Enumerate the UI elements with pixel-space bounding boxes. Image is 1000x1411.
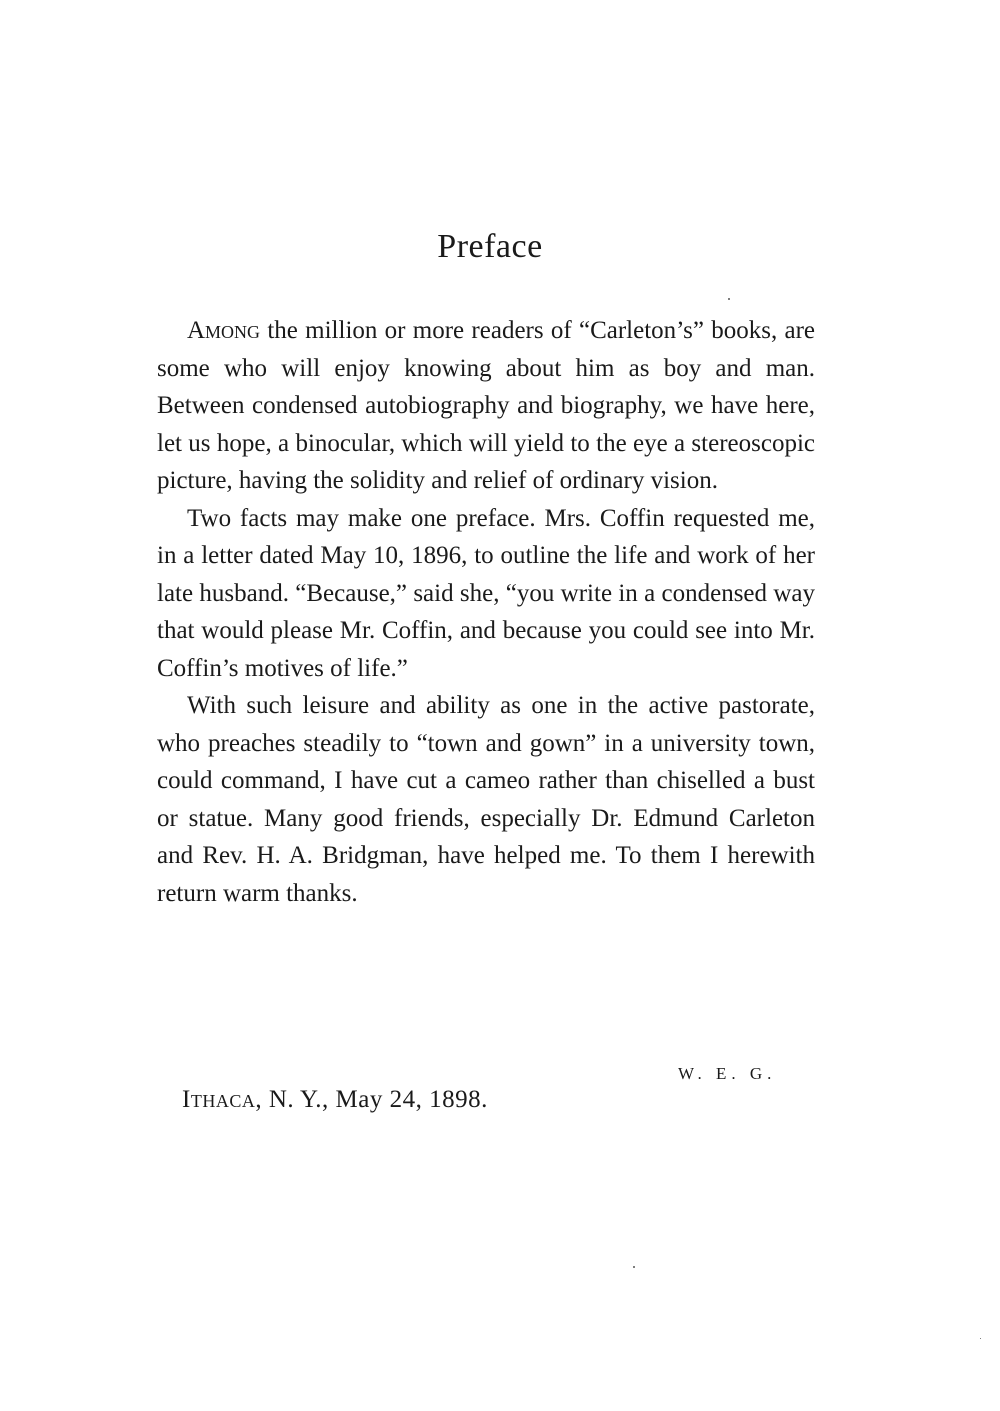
paragraph-1 <box>157 312 815 500</box>
scan-speck <box>980 1338 981 1339</box>
paragraph-2-text: Two facts may make one preface. Mrs. Coffin requested me, in a letter dated May 10, 1896, to outline the life and work of her late husband. “Because,” said she, “you write in a condensed way that would please Mr. Coffin, and because you could see into Mr. Coffin’s motives of life.” <box>157 504 815 682</box>
paragraph-3-text: With such leisure and ability as one in the active pastorate, who preaches steadily to “town and gown” in a university town, could command, I have cut a cameo rather than chiselled a bust or statue. Many good friends, especially Dr. Edmund Carleton and Rev. H. A. Bridgman, have helped me. To them I herewith return warm thanks. <box>157 692 815 907</box>
signature-initials: W. E. G. <box>678 1064 777 1083</box>
dateline-place: Ithaca <box>182 1086 256 1113</box>
dateline-rest: , N. Y., May 24, 1898. <box>255 1086 488 1113</box>
paragraph-2 <box>157 500 815 688</box>
dateline <box>182 1086 488 1114</box>
page-title: Preface <box>437 228 543 265</box>
paragraph-3 <box>157 687 815 912</box>
paragraph-1-text: the million or more readers of “Carleton’s” books, are some who will enjoy knowing about him as boy and man. Between condensed autobiography and biography, we have here, let us hope, a binocular, which will yield to the eye a stereoscopic picture, having the solidity and relief of ordinary vision. <box>157 317 815 494</box>
preface-body <box>157 312 815 912</box>
paragraph-1-lead: Among <box>187 317 261 344</box>
scan-speck <box>633 1266 635 1268</box>
scan-speck <box>728 298 730 300</box>
